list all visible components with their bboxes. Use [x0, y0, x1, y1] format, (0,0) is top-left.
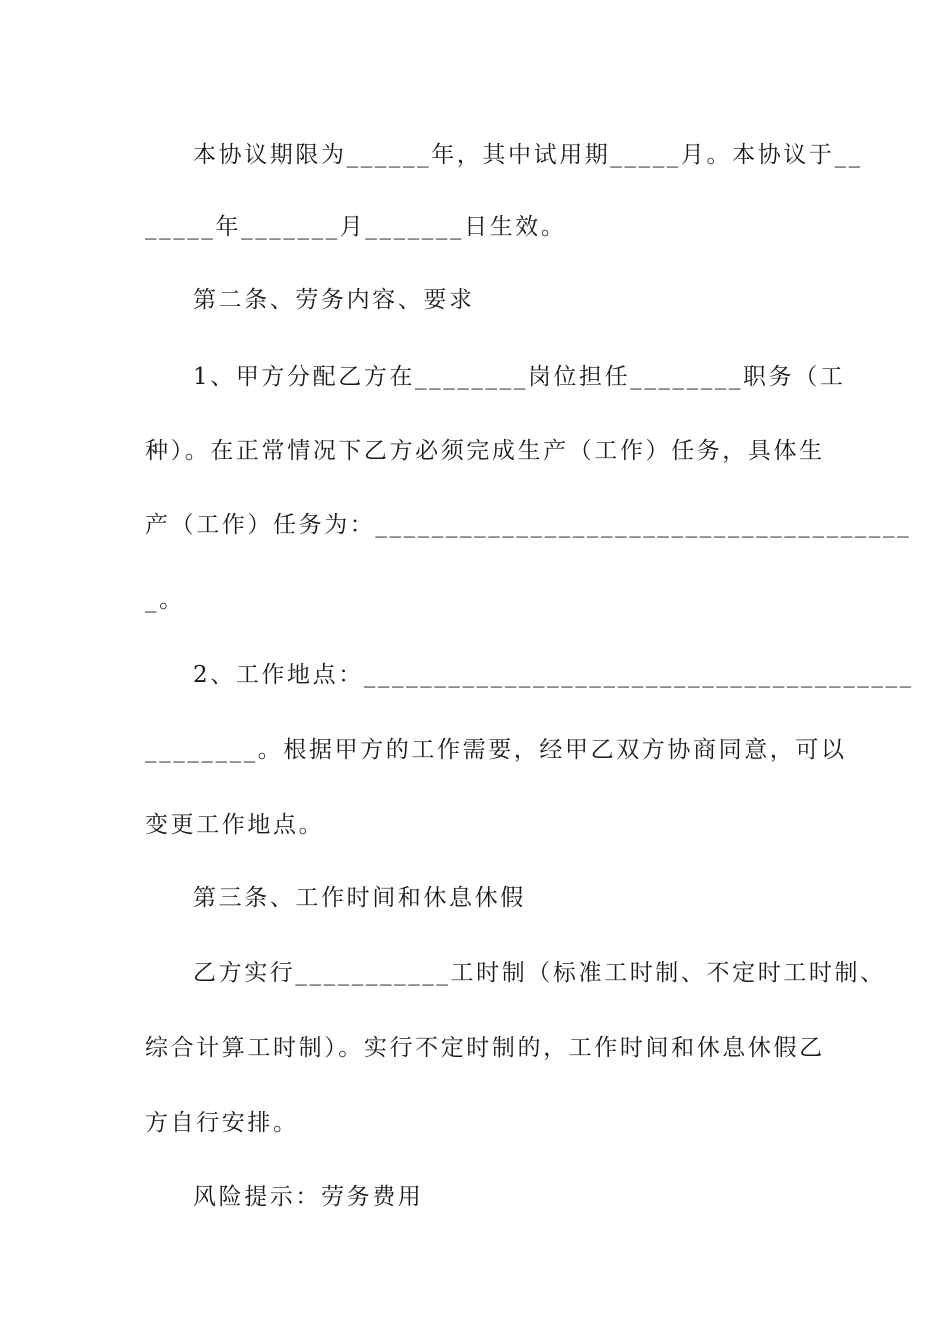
effective-date-line: _____年_______月_______日生效。	[145, 214, 567, 240]
clause-1-line-3: 产（工作）任务为：______________________________________	[145, 512, 912, 538]
term-duration-line: 本协议期限为______年，其中试用期_____月。本协议于__	[193, 142, 863, 168]
clause-1-line-1: 1、甲方分配乙方在________岗位担任________职务（工	[193, 364, 846, 390]
work-hours-line-3: 方自行安排。	[145, 1110, 299, 1136]
risk-notice-heading: 风险提示：劳务费用	[193, 1184, 424, 1210]
clause-2-line-2: ________。根据甲方的工作需要，经甲乙双方协商同意，可以	[145, 737, 847, 763]
work-hours-line-1: 乙方实行___________工时制（标准工时制、不定时工时制、	[193, 960, 886, 986]
clause-2-line-1: 2、工作地点：_______________________________________	[193, 662, 914, 688]
article-three-heading: 第三条、工作时间和休息休假	[193, 885, 526, 911]
clause-2-line-3: 变更工作地点。	[145, 812, 325, 838]
clause-1-line-2: 种）。在正常情况下乙方必须完成生产（工作）任务，具体生	[145, 438, 825, 464]
work-hours-line-2: 综合计算工时制）。实行不定时制的，工作时间和休息休假乙	[145, 1035, 825, 1061]
article-two-heading: 第二条、劳务内容、要求	[193, 287, 475, 313]
clause-1-line-4: _。	[145, 587, 185, 613]
